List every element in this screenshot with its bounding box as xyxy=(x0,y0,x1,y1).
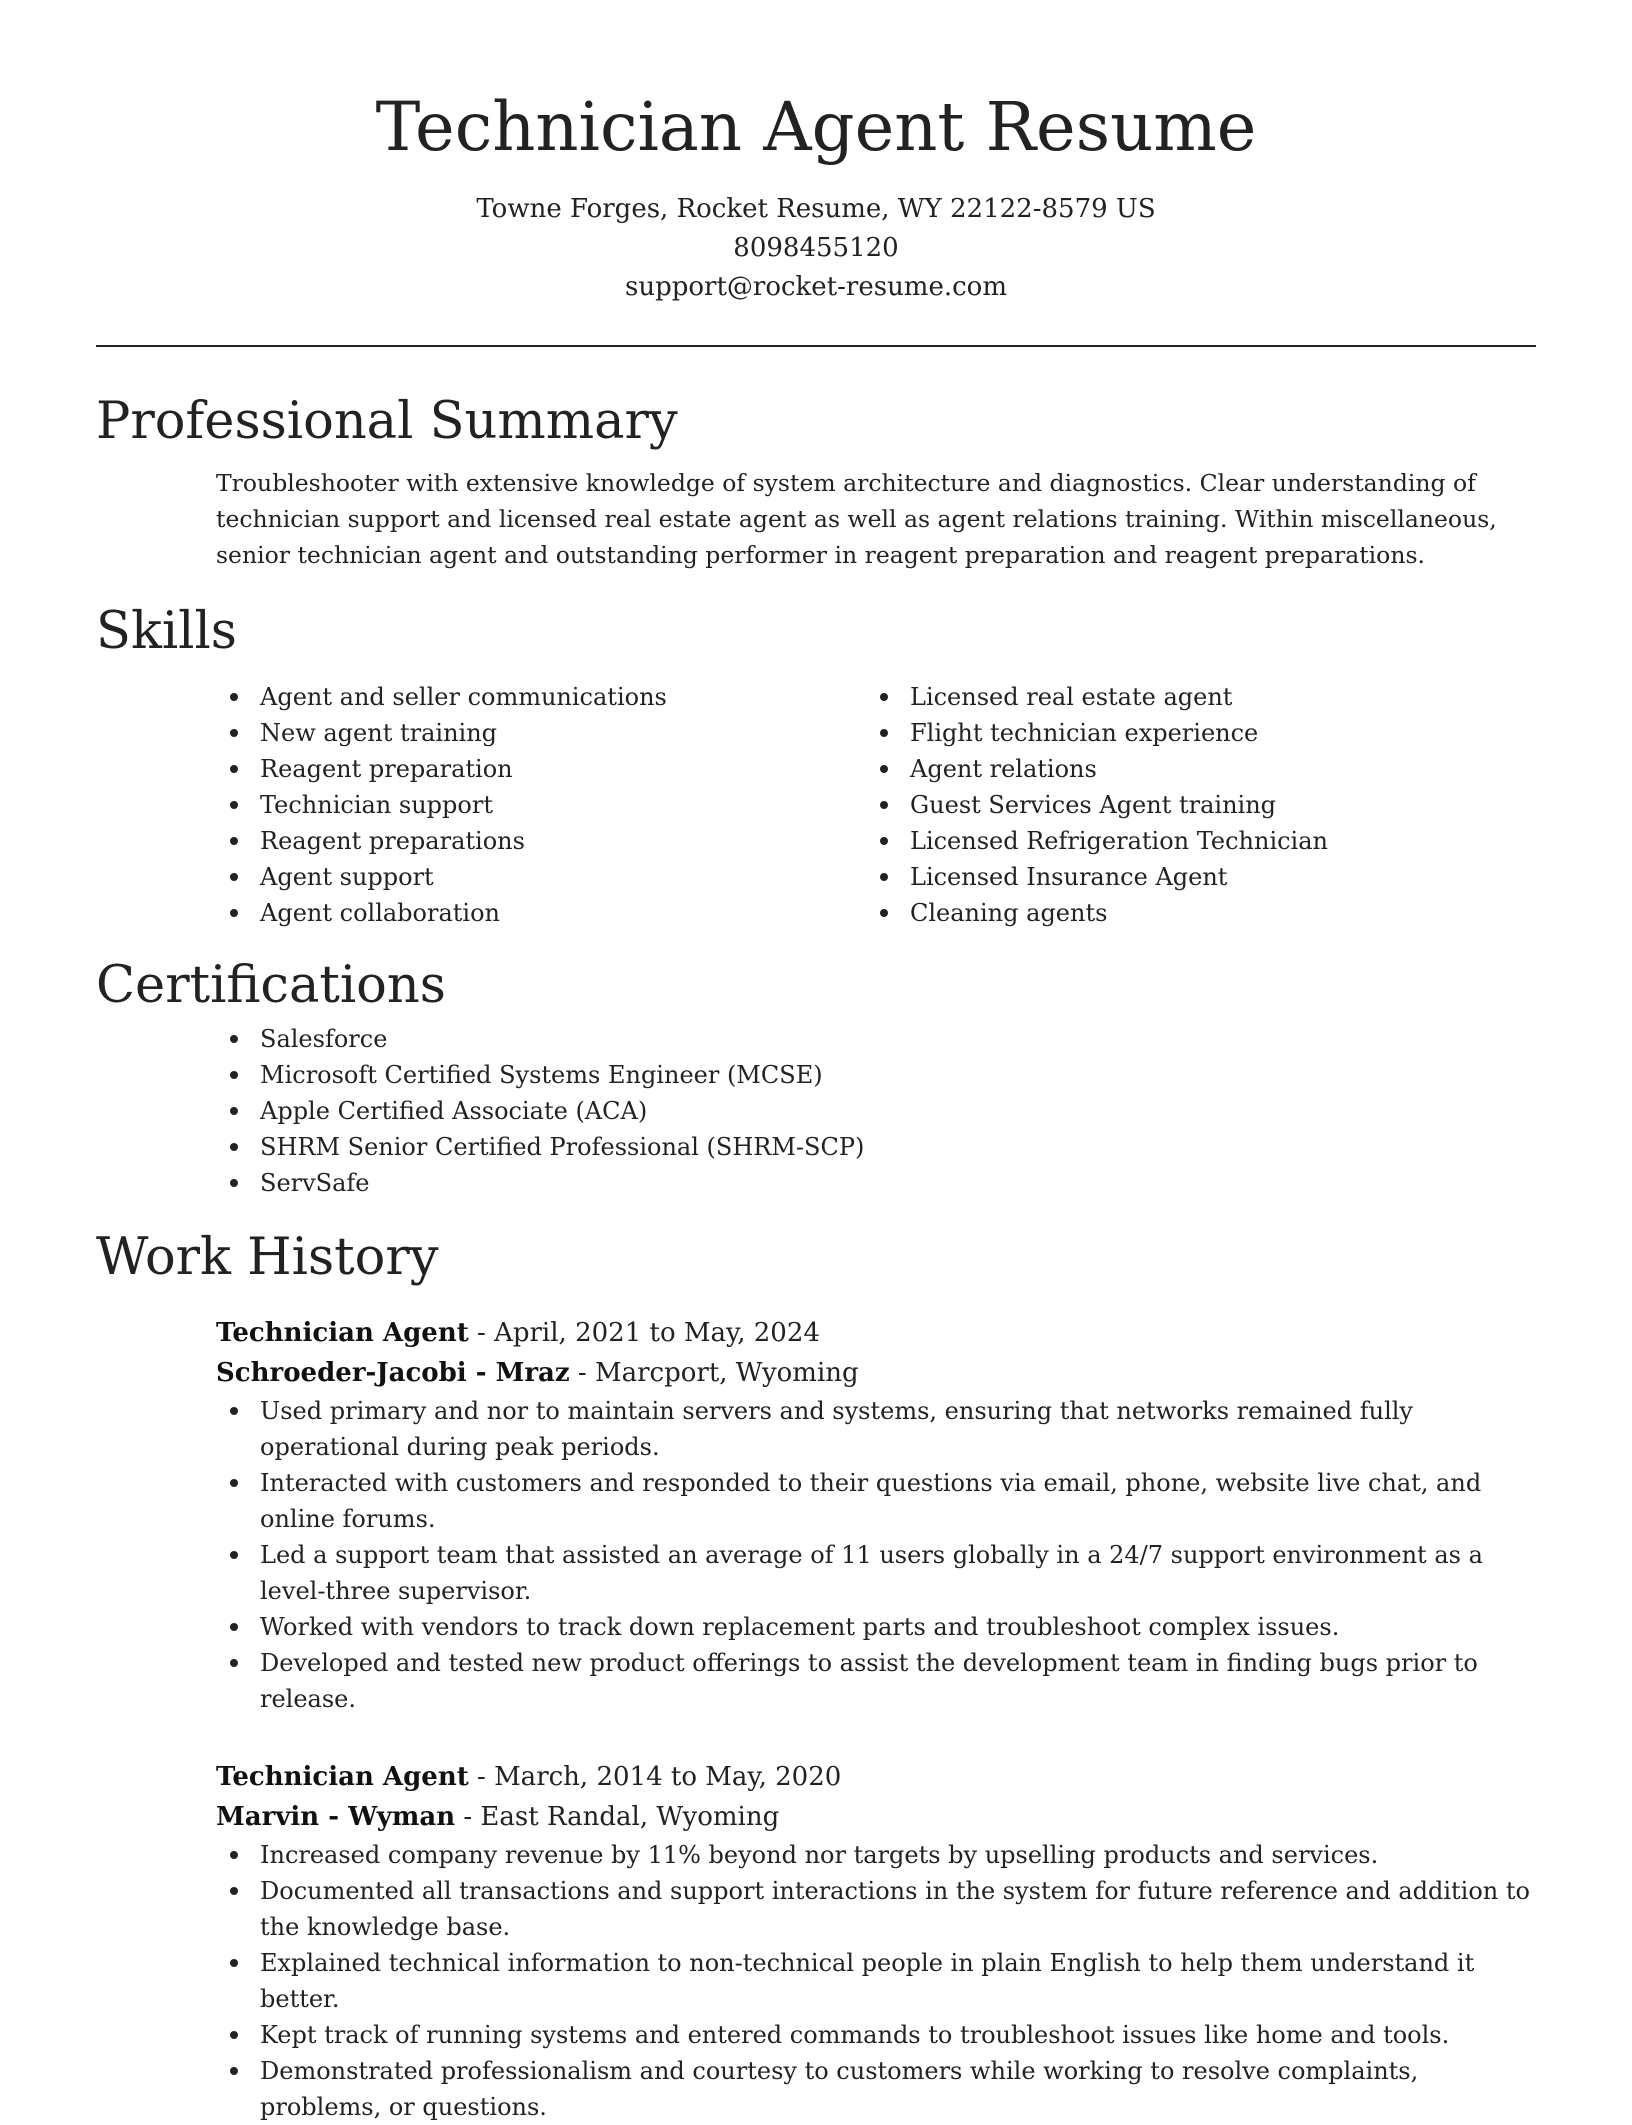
bullet-icon xyxy=(230,801,238,809)
job-bullet: Worked with vendors to track down replacement parts and troubleshoot complex issues. xyxy=(216,1609,1536,1645)
skill-item: Agent collaboration xyxy=(96,895,746,931)
job-entry xyxy=(216,1313,1536,1717)
bullet-icon xyxy=(230,1851,238,1859)
bullet-icon xyxy=(880,873,888,881)
work-history-heading: Work History xyxy=(96,1228,439,1287)
job-bullet: Increased company revenue by 11% beyond nor targets by upselling products and services. xyxy=(216,1837,1536,1873)
skill-item: Guest Services Agent training xyxy=(746,787,1328,823)
contact-email: support@rocket-resume.com xyxy=(624,272,1007,302)
skills-column-left xyxy=(96,679,746,931)
job-bullet: Developed and tested new product offerings to assist the development team in finding bugs prior to release. xyxy=(216,1645,1536,1717)
job-company: Marvin - Wyman xyxy=(216,1802,456,1832)
skills-heading: Skills xyxy=(96,602,237,661)
bullet-icon xyxy=(230,1479,238,1487)
certification-item: ServSafe xyxy=(96,1165,1536,1201)
bullet-icon xyxy=(230,1071,238,1079)
bullet-icon xyxy=(230,729,238,737)
job-bullet: Kept track of running systems and entered commands to troubleshoot issues like home and tools. xyxy=(216,2017,1536,2053)
job-location: - Marcport, Wyoming xyxy=(569,1358,859,1388)
bullet-icon xyxy=(230,693,238,701)
job-title-line xyxy=(216,1313,1536,1353)
certification-item: SHRM Senior Certified Professional (SHRM-SCP) xyxy=(96,1129,1536,1165)
work-history-section xyxy=(96,1223,1536,2125)
resume-page xyxy=(96,0,1536,2125)
resume-title: Technician Agent Resume xyxy=(375,88,1257,166)
job-company-line xyxy=(216,1797,1536,1837)
bullet-icon xyxy=(230,2067,238,2075)
bullet-icon xyxy=(880,765,888,773)
job-bullet: Interacted with customers and responded to their questions via email, phone, website live chat, and online forums. xyxy=(216,1465,1536,1537)
skills-list-right xyxy=(746,679,1328,931)
bullet-icon xyxy=(230,1107,238,1115)
bullet-icon xyxy=(880,729,888,737)
skill-item: Reagent preparations xyxy=(96,823,746,859)
skill-item: Agent and seller communications xyxy=(96,679,746,715)
bullet-icon xyxy=(230,1659,238,1667)
skills-column-right xyxy=(746,679,1328,931)
bullet-icon xyxy=(880,909,888,917)
skills-list-left xyxy=(96,679,746,931)
skill-item: Technician support xyxy=(96,787,746,823)
bullet-icon xyxy=(230,765,238,773)
job-bullet: Demonstrated professionalism and courtesy to customers while working to resolve complaints, problems, or questions. xyxy=(216,2053,1536,2125)
skill-item: Licensed Insurance Agent xyxy=(746,859,1328,895)
skills-section xyxy=(96,597,1536,931)
job-company: Schroeder-Jacobi - Mraz xyxy=(216,1358,570,1388)
job-bullet: Explained technical information to non-technical people in plain English to help them understand it better. xyxy=(216,1945,1536,2017)
certification-item: Apple Certified Associate (ACA) xyxy=(96,1093,1536,1129)
job-entry xyxy=(216,1757,1536,2125)
contact-info xyxy=(96,190,1536,307)
bullet-icon xyxy=(230,1143,238,1151)
certification-item: Microsoft Certified Systems Engineer (MCSE) xyxy=(96,1057,1536,1093)
summary-text: Troubleshooter with extensive knowledge of system architecture and diagnostics. Clear understanding of technician support and licensed real estate agent as well as agent relations training. Within miscellaneous, senior technician agent and outstanding performer in reagent preparation and reagent preparations. xyxy=(216,469,1497,569)
job-bullet: Led a support team that assisted an average of 11 users globally in a 24/7 support environment as a level-three supervisor. xyxy=(216,1537,1536,1609)
certifications-list xyxy=(96,1021,1536,1201)
certifications-section xyxy=(96,951,1536,1201)
resume-header xyxy=(96,0,1536,307)
bullet-icon xyxy=(230,1407,238,1415)
bullet-icon xyxy=(880,837,888,845)
skills-columns xyxy=(96,679,1536,931)
skill-item: Agent support xyxy=(96,859,746,895)
skill-item: New agent training xyxy=(96,715,746,751)
job-dates: - March, 2014 to May, 2020 xyxy=(468,1762,842,1792)
bullet-icon xyxy=(230,1887,238,1895)
bullet-icon xyxy=(230,1623,238,1631)
bullet-icon xyxy=(880,801,888,809)
bullet-icon xyxy=(230,837,238,845)
bullet-icon xyxy=(230,1959,238,1967)
job-bullet: Used primary and nor to maintain servers and systems, ensuring that networks remained fully operational during peak periods. xyxy=(216,1393,1536,1465)
skill-item: Cleaning agents xyxy=(746,895,1328,931)
job-title: Technician Agent xyxy=(216,1318,469,1348)
job-company-line xyxy=(216,1353,1536,1393)
job-dates: - April, 2021 to May, 2024 xyxy=(468,1318,820,1348)
skill-item: Reagent preparation xyxy=(96,751,746,787)
skill-item: Agent relations xyxy=(746,751,1328,787)
summary-heading: Professional Summary xyxy=(96,392,678,451)
job-bullets xyxy=(216,1837,1536,2125)
bullet-icon xyxy=(230,1035,238,1043)
certifications-heading: Certifications xyxy=(96,956,446,1015)
bullet-icon xyxy=(230,2031,238,2039)
bullet-icon xyxy=(230,1551,238,1559)
bullet-icon xyxy=(230,909,238,917)
skill-item: Licensed real estate agent xyxy=(746,679,1328,715)
job-title: Technician Agent xyxy=(216,1762,469,1792)
contact-address: Towne Forges, Rocket Resume, WY 22122-8579 US xyxy=(476,194,1156,224)
skill-item: Flight technician experience xyxy=(746,715,1328,751)
job-title-line xyxy=(216,1757,1536,1797)
job-bullets xyxy=(216,1393,1536,1717)
bullet-icon xyxy=(230,1179,238,1187)
job-location: - East Randal, Wyoming xyxy=(455,1802,780,1832)
bullet-icon xyxy=(230,873,238,881)
certification-item: Salesforce xyxy=(96,1021,1536,1057)
header-divider xyxy=(96,345,1536,347)
job-bullet: Documented all transactions and support interactions in the system for future reference and addition to the knowledge base. xyxy=(216,1873,1536,1945)
bullet-icon xyxy=(880,693,888,701)
summary-section xyxy=(96,387,1536,573)
contact-phone: 8098455120 xyxy=(733,233,899,263)
skill-item: Licensed Refrigeration Technician xyxy=(746,823,1328,859)
